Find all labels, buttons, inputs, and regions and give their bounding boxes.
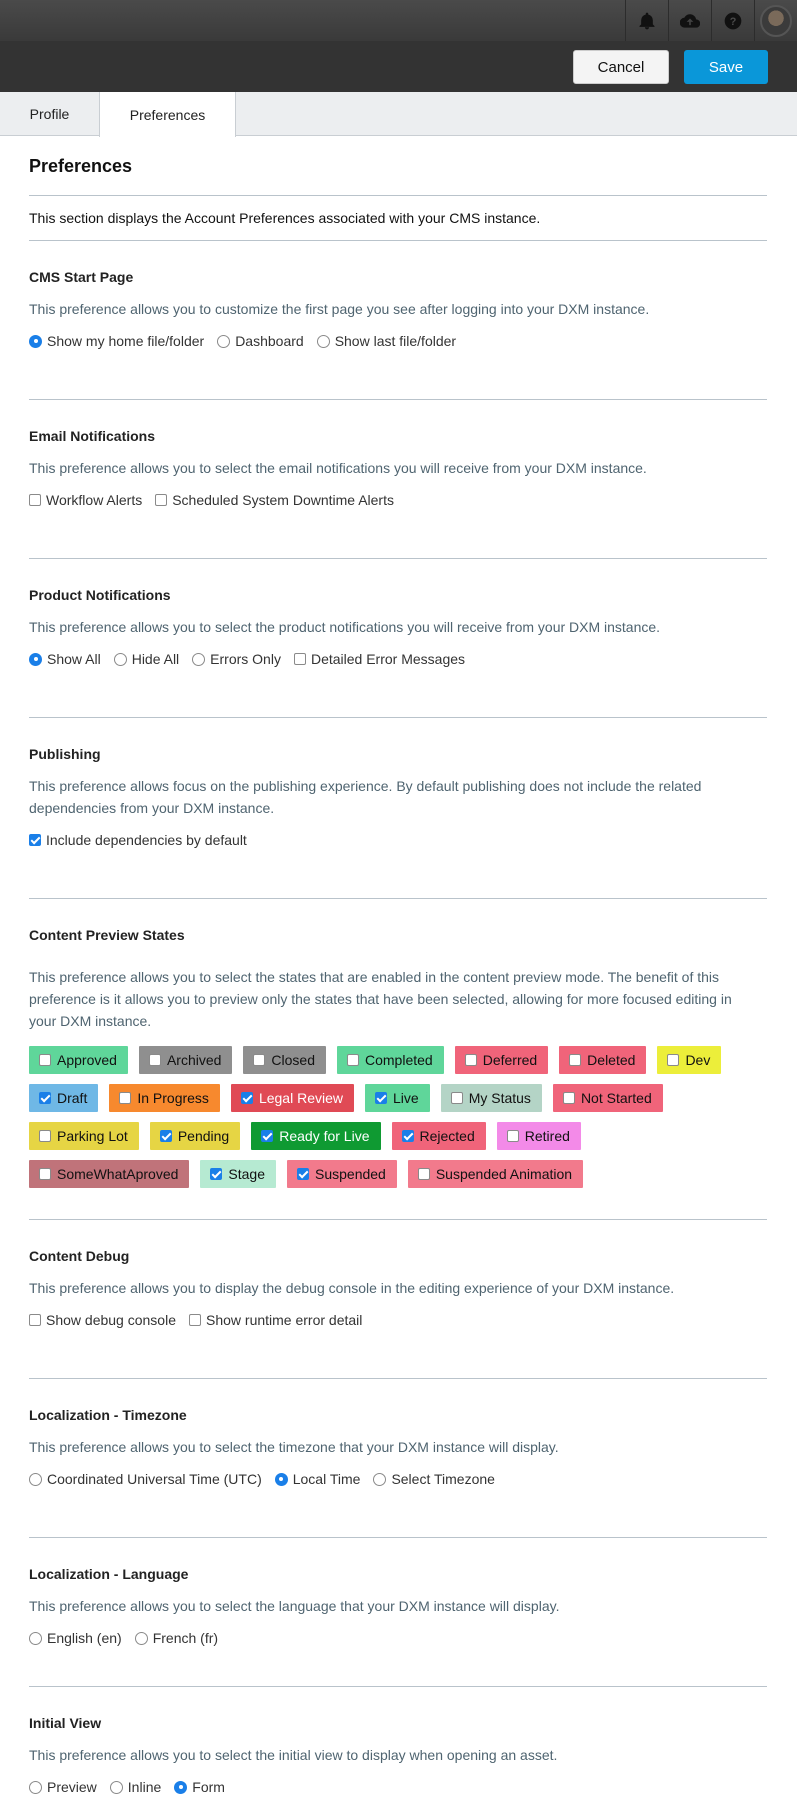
option-label: French (fr) [152,1630,219,1646]
state-label: Live [393,1090,419,1106]
state-label: Archived [166,1052,222,1068]
checkbox-indicator [465,1054,477,1066]
desc-line: This preference allows focus on the publishing experience. By default publishing does not include the related [29,778,702,794]
radio-english[interactable] [29,1630,122,1646]
timezone-options [29,1471,508,1487]
section-desc-debug: This preference allows you to display the debug console in the editing experience of your DXM instance. [29,1280,675,1296]
debug-options [29,1312,375,1328]
state-label: Parking Lot [57,1128,128,1144]
tab-bar [0,92,797,136]
save-button[interactable]: Save [684,50,768,84]
checkbox-indicator [294,653,306,665]
radio-indicator [29,1632,42,1645]
checkbox-indicator [451,1092,463,1104]
option-label: Hide All [131,651,180,667]
section-desc-publishing [29,775,739,819]
radio-preview[interactable] [29,1779,97,1795]
radio-errors-only[interactable] [192,651,281,667]
state-chip-retired[interactable] [497,1122,581,1150]
page-title: Preferences [29,156,133,176]
desc-line: dependencies from your DXM instance. [29,800,275,816]
state-label: Rejected [419,1128,475,1144]
checkbox-indicator [39,1168,51,1180]
avatar [760,5,792,37]
divider [29,717,767,718]
radio-indicator [29,1473,42,1486]
checkbox-indicator [375,1092,387,1104]
cloud-upload-icon [680,11,700,31]
option-label: Detailed Error Messages [310,651,466,667]
checkbox-detailed-errors[interactable] [294,651,465,667]
radio-french[interactable] [135,1630,218,1646]
state-chip-draft[interactable] [29,1084,98,1112]
radio-indicator [373,1473,386,1486]
divider [29,1686,767,1687]
state-chip-somewhataproved[interactable] [29,1160,189,1188]
state-chip-live[interactable] [365,1084,430,1112]
state-label: SomeWhatAproved [57,1166,179,1182]
state-chip-in-progress[interactable] [109,1084,220,1112]
top-bar [0,0,797,41]
state-chip-pending[interactable] [150,1122,240,1150]
divider [29,240,767,241]
state-label: Not Started [580,1090,652,1106]
state-chip-legal-review[interactable] [231,1084,354,1112]
state-chip-completed[interactable] [337,1046,444,1074]
checkbox-indicator [160,1130,172,1142]
state-label: Approved [57,1052,117,1068]
divider [29,898,767,899]
section-desc-product: This preference allows you to select the product notifications you will receive from your DXM instance. [29,619,661,635]
state-label: Retired [524,1128,570,1144]
desc-line: your DXM instance. [29,1013,152,1029]
radio-utc[interactable] [29,1471,262,1487]
state-chip-archived[interactable] [139,1046,232,1074]
language-options [29,1630,231,1646]
state-label: Pending [177,1128,230,1144]
checkbox-workflow-alerts[interactable] [29,492,142,508]
divider [29,1537,767,1538]
state-chip-dev[interactable] [657,1046,721,1074]
divider [29,399,767,400]
divider [29,1219,767,1220]
radio-indicator [317,335,330,348]
radio-indicator [29,335,42,348]
product-options [29,651,478,667]
radio-hide-all[interactable] [114,651,179,667]
section-desc-initial-view: This preference allows you to select the initial view to display when opening an asset. [29,1747,558,1763]
state-label: Deleted [587,1052,636,1068]
checkbox-indicator [39,1092,51,1104]
state-label: Deferred [482,1052,538,1068]
radio-indicator [217,335,230,348]
upload-button[interactable] [668,0,711,41]
checkbox-indicator [261,1130,273,1142]
desc-line: preference is it allows you to preview only the states that have been selected, allowing for more focused editing in [29,991,732,1007]
state-chip-stage[interactable] [200,1160,276,1188]
checkbox-indicator [39,1054,51,1066]
section-title-preview-states: Content Preview States [29,927,185,943]
section-title-debug: Content Debug [29,1248,130,1264]
state-label: Dev [685,1052,711,1068]
checkbox-indicator [563,1092,575,1104]
state-label: In Progress [137,1090,209,1106]
action-bar [0,41,797,92]
option-label: Coordinated Universal Time (UTC) [47,1471,262,1487]
section-desc-email: This preference allows you to select the email notifications you will receive from your DXM instance. [29,460,647,476]
option-label: Preview [47,1779,97,1795]
state-chip-approved[interactable] [29,1046,128,1074]
radio-form[interactable] [174,1779,225,1795]
radio-show-home-folder[interactable] [29,333,204,349]
radio-local-time[interactable] [275,1471,361,1487]
initial-view-options [29,1779,238,1795]
checkbox-indicator [241,1092,253,1104]
option-label: Errors Only [210,651,281,667]
radio-indicator [110,1781,123,1794]
radio-select-timezone[interactable] [373,1471,495,1487]
bell-icon [637,11,657,31]
state-chip-rejected[interactable] [392,1122,486,1150]
option-label: Include dependencies by default [46,832,247,848]
radio-indicator [114,653,127,666]
checkbox-indicator [667,1054,679,1066]
cancel-button[interactable]: Cancel [573,50,669,84]
state-chip-deleted[interactable] [559,1046,646,1074]
section-title-publishing: Publishing [29,746,101,762]
section-title-language: Localization - Language [29,1566,189,1582]
state-chip-parking-lot[interactable] [29,1122,139,1150]
checkbox-indicator [402,1130,414,1142]
state-chip-suspended[interactable] [287,1160,397,1188]
radio-indicator [29,653,42,666]
tab-profile[interactable]: Profile [29,106,70,122]
option-label: Scheduled System Downtime Alerts [172,492,394,508]
checkbox-indicator [29,834,41,846]
state-label: Closed [271,1052,315,1068]
radio-indicator [174,1781,187,1794]
state-chip-my-status[interactable] [441,1084,542,1112]
option-label: English (en) [47,1630,122,1646]
checkbox-indicator [155,494,167,506]
publishing-options [29,832,260,848]
checkbox-indicator [569,1054,581,1066]
checkbox-indicator [347,1054,359,1066]
state-label: My Status [468,1090,531,1106]
section-title-product: Product Notifications [29,587,171,603]
radio-show-last-folder[interactable] [317,333,456,349]
radio-indicator [29,1781,42,1794]
option-label: Local Time [292,1471,361,1487]
option-label: Select Timezone [391,1471,495,1487]
radio-show-all[interactable] [29,651,101,667]
radio-dashboard[interactable] [217,333,304,349]
option-label: Show runtime error detail [206,1312,363,1328]
checkbox-runtime-error-detail[interactable] [189,1312,362,1328]
state-chip-deferred[interactable] [455,1046,548,1074]
divider [29,195,767,196]
checkbox-show-debug-console[interactable] [29,1312,176,1328]
state-label: Draft [57,1090,88,1106]
checkbox-indicator [253,1054,265,1066]
page-intro: This section displays the Account Preferences associated with your CMS instance. [29,210,541,226]
state-label: Completed [365,1052,433,1068]
section-title-timezone: Localization - Timezone [29,1407,187,1423]
option-label: Show debug console [46,1312,176,1328]
help-icon [723,11,743,31]
state-chip-suspended-animation[interactable] [408,1160,583,1188]
option-label: Show my home file/folder [47,333,205,349]
option-label: Show last file/folder [334,333,457,349]
state-label: Suspended Animation [435,1166,573,1182]
checkbox-indicator [507,1130,519,1142]
option-label: Show All [47,651,101,667]
section-desc-preview-states [29,966,739,1032]
section-desc-timezone: This preference allows you to select the timezone that your DXM instance will display. [29,1439,559,1455]
user-menu-button[interactable] [754,0,797,41]
checkbox-indicator [149,1054,161,1066]
checkbox-indicator [119,1092,131,1104]
divider [29,1378,767,1379]
checkbox-indicator [418,1168,430,1180]
start-page-options [29,333,469,349]
checkbox-indicator [39,1130,51,1142]
radio-inline[interactable] [110,1779,161,1795]
state-label: Stage [228,1166,265,1182]
radio-indicator [135,1632,148,1645]
radio-indicator [192,653,205,666]
tab-preferences[interactable]: Preferences [99,92,236,137]
option-label: Inline [127,1779,162,1795]
checkbox-indicator [29,1314,41,1326]
divider [29,558,767,559]
help-button[interactable] [711,0,754,41]
desc-line: This preference allows you to select the states that are enabled in the content preview mode. The benefit of this [29,969,720,985]
checkbox-indicator [29,494,41,506]
checkbox-include-dependencies[interactable] [29,832,247,848]
notifications-button[interactable] [625,0,668,41]
state-label: Legal Review [258,1090,343,1106]
checkbox-indicator [297,1168,309,1180]
section-title-initial-view: Initial View [29,1715,102,1731]
svg-text:?: ? [729,15,737,28]
state-chip-ready-for-live[interactable] [251,1122,380,1150]
radio-indicator [275,1473,288,1486]
section-desc-language: This preference allows you to select the language that your DXM instance will display. [29,1598,560,1614]
checkbox-indicator [210,1168,222,1180]
section-title-email: Email Notifications [29,428,156,444]
section-title-start-page: CMS Start Page [29,269,134,285]
state-chip-not-started[interactable] [553,1084,663,1112]
checkbox-indicator [189,1314,201,1326]
section-desc-start-page: This preference allows you to customize the first page you see after logging into your DXM instance. [29,301,650,317]
state-label: Ready for Live [279,1128,370,1144]
email-options [29,492,407,508]
top-bar-icons [625,0,797,41]
state-label: Suspended [315,1166,386,1182]
state-chip-closed[interactable] [243,1046,326,1074]
checkbox-downtime-alerts[interactable] [155,492,394,508]
option-label: Dashboard [235,333,304,349]
option-label: Workflow Alerts [46,492,143,508]
option-label: Form [192,1779,225,1795]
